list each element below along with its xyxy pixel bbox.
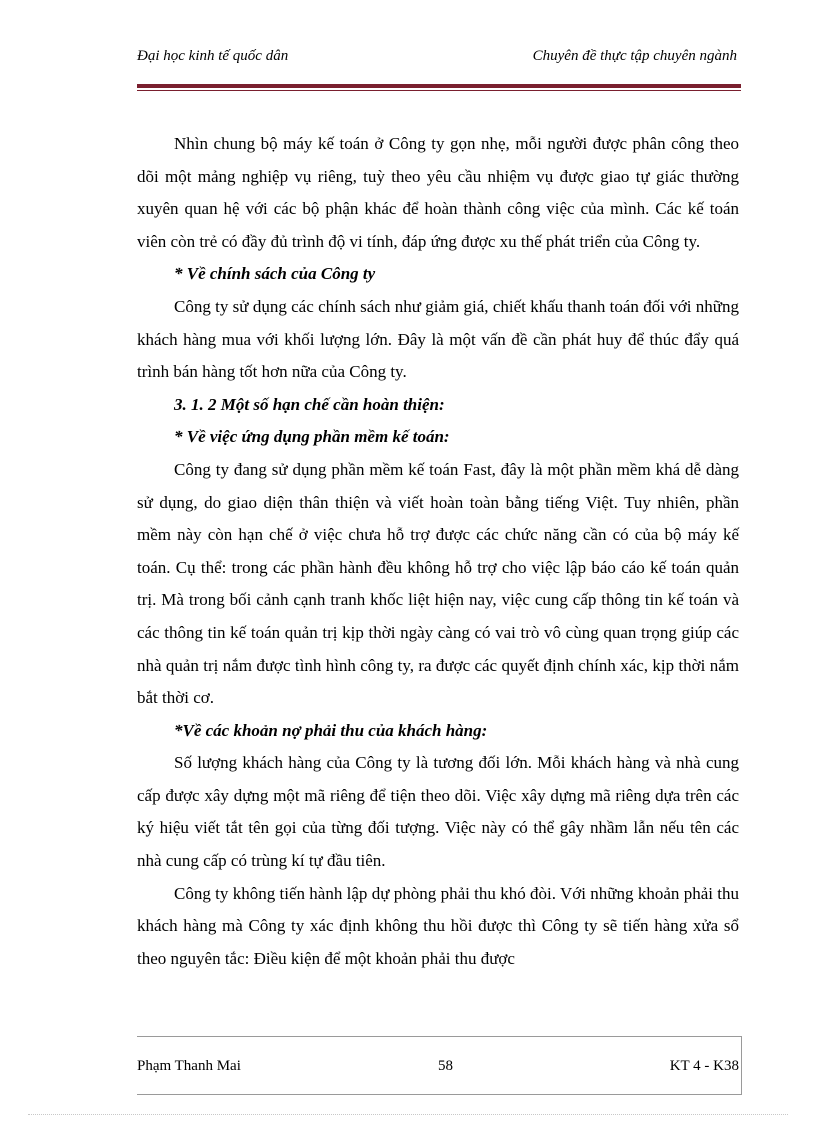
page-number: 58 — [438, 1058, 453, 1074]
footer-class: KT 4 - K38 — [669, 1058, 739, 1074]
paragraph-receivables: Số lượng khách hàng của Công ty là tương đối lớn. Mỗi khách hàng và nhà cung cấp được xây dựng một mã riêng để tiện theo dõi. Việc xây dựng mã riêng dựa trên các ký hiệu viết tắt tên gọi của từng đối tượng. Việc này có thể gây nhầm lẫn nếu tên các nhà cung cấp có trùng kí tự đầu tiên. — [137, 753, 739, 871]
footer-border-right — [741, 1036, 742, 1094]
header-report-title: Chuyên đề thực tập chuyên ngành — [532, 48, 737, 64]
heading-policy: * Về chính sách của Công ty — [174, 264, 376, 284]
heading-software: * Về việc ứng dụng phần mềm kế toán: — [174, 427, 450, 447]
page-header — [137, 48, 737, 70]
page-bottom-dotted-line — [28, 1114, 788, 1115]
footer-rule — [137, 1036, 741, 1037]
document-body — [137, 128, 739, 975]
paragraph-software: Công ty đang sử dụng phần mềm kế toán Fast, đây là một phần mềm khá dễ dàng sử dụng, do giao diện thân thiện và viết hoàn toàn bằng tiếng Việt. Tuy nhiên, phần mềm này còn hạn chế ở việc chưa hỗ trợ được các chức năng cần có của bộ máy kế toán. Cụ thể: trong các phần hành đều không hỗ trợ cho việc lập báo cáo kế toán quản trị. Mà trong bối cảnh cạnh tranh khốc liệt hiện nay, việc cung cấp thông tin kế toán và các thông tin kế toán quản trị kịp thời ngày càng có vai trò vô cùng quan trọng giúp các nhà quản trị nắm được tình hình công ty, ra được các quyết định chính xác, kịp thời nắm bắt thời cơ. — [137, 459, 739, 708]
header-rule-thin — [137, 90, 741, 91]
footer-border-bottom — [137, 1094, 742, 1095]
heading-receivables: *Về các khoản nợ phải thu của khách hàng: — [174, 720, 488, 740]
footer-author: Phạm Thanh Mai — [137, 1058, 241, 1074]
heading-limitations: 3. 1. 2 Một số hạn chế cần hoàn thiện: — [174, 394, 445, 414]
paragraph-provision: Công ty không tiến hành lập dự phòng phải thu khó đòi. Với những khoản phải thu khách hàng mà Công ty xác định không thu hồi được thì Công ty sẽ tiến hàng xửa sổ theo nguyên tắc: Điều kiện để một khoản phải thu được — [137, 883, 739, 968]
paragraph-summary: Nhìn chung bộ máy kế toán ở Công ty gọn nhẹ, mỗi người được phân công theo dõi một mảng nghiệp vụ riêng, tuỳ theo yêu cầu nhiệm vụ được giao tự giác thường xuyên quan hệ với các bộ phận khác để hoàn thành công việc của mình. Các kế toán viên còn trẻ có đầy đủ trình độ vi tính, đáp ứng được xu thế phát triển của Công ty. — [137, 134, 739, 251]
page-footer — [137, 1058, 741, 1080]
paragraph-policy: Công ty sử dụng các chính sách như giảm giá, chiết khấu thanh toán đối với những khách hàng mua với khối lượng lớn. Đây là một vấn đề cần phát huy để thúc đẩy quá trình bán hàng tốt hơn nữa của Công ty. — [137, 296, 739, 382]
header-rule-thick — [137, 84, 741, 88]
header-university: Đại học kinh tế quốc dân — [137, 48, 289, 64]
